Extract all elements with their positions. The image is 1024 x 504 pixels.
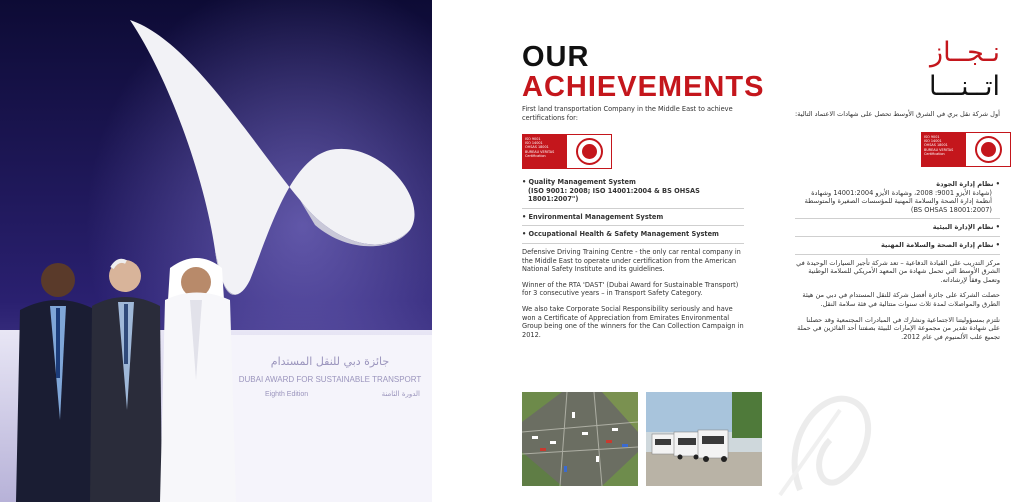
cert-quality: • Quality Management System [522, 178, 636, 186]
arabic-intro: أول شركة نقل بري في الشرق الأوسط تحصل على شهادات الاعتماد التالية: [794, 110, 1000, 118]
certification-seal-icon [567, 135, 611, 168]
cert-ohs-ar: • نظام إدارة الصحة والسلامة المهنية [881, 240, 1000, 249]
cert-environmental: • Environmental Management System [522, 212, 664, 221]
paragraph-dast: Winner of the RTA 'DAST' (Dubai Award for Sustainable Transport) for 3 consecutive years – in Transport Safety Category. [522, 280, 739, 298]
divider [795, 236, 1000, 237]
award-photo-illustration [0, 0, 432, 502]
sign-edition: Eighth Edition [265, 391, 309, 398]
cert-ohs: • Occupational Health & Safety Management System [522, 230, 719, 239]
arabic-title-line1: نـجــاز [930, 37, 1000, 68]
certification-seal-icon [966, 133, 1010, 166]
paragraph-training: Defensive Driving Training Centre - the only car rental company in the Middle East to operate under certification from the American National Safety Institute and its guidelines. [522, 247, 741, 274]
bureau-veritas-logo-en [522, 134, 612, 169]
intersection-illustration [522, 392, 638, 486]
certification-logo-text: ISO 9001 ISO 14001 OHSAS 18001 BUREAU VERITAS Certification [922, 133, 966, 166]
watermark-shape [760, 380, 900, 504]
cert-quality-detail: (ISO 9001: 2008; ISO 14001:2004 & BS OHSAS 18001:2007") [528, 186, 700, 204]
english-title-line1: OUR [522, 41, 590, 73]
vans-illustration [646, 392, 762, 486]
cert-environmental-ar: • نظام الإدارة البيئية [932, 223, 1000, 232]
aerial-road-photo [522, 392, 638, 486]
award-ceremony-photo [0, 0, 432, 502]
sign-arabic: جائزة دبي للنقل المستدام [270, 355, 390, 368]
cert-quality-detail-ar: (شهادة الأيزو 9001: 2008، وشهادة الأيزو 14001:2004 وشهادة أنظمة إدارة الصحة والسلامة المهنية للمؤسسات الصغيرة والمتوسطة (BS OHSAS 18001:2007) [804, 188, 992, 214]
divider [795, 218, 1000, 219]
cert-quality-ar: • نظام إدارة الجودة [936, 180, 1000, 188]
paragraph-dast-ar: حصلت الشركة على جائزة أفضل شركة للنقل المستدام في دبي من هيئة الطرق والمواصلات لمدة ثلاث سنوات متتالية في فئة سلامة النقل. [802, 291, 1000, 308]
divider [522, 225, 744, 226]
sign-edition-arabic: الدورة الثامنة [381, 390, 420, 398]
sign-english: DUBAI AWARD FOR SUSTAINABLE TRANSPORT [238, 375, 422, 384]
fleet-vans-photo [646, 392, 762, 486]
divider [795, 254, 1000, 255]
arabic-body [795, 180, 1000, 348]
english-body [522, 178, 744, 346]
english-intro: First land transportation Company in the Middle East to achieve certifications for: [522, 105, 733, 122]
bureau-veritas-logo-ar [921, 132, 1011, 167]
paragraph-csr-ar: نلتزم بمسؤوليتنا الاجتماعية ونشارك في المبادرات المجتمعية وقد حصلنا على شهادة تقدير من مجموعة الإمارات للبيئة بصفتنا أحد الفائزين في حملة تجميع علب الألمنيوم في عام 2012. [797, 315, 1000, 341]
divider [522, 243, 744, 244]
paragraph-csr: We also take Corporate Social Responsibility seriously and have won a Certificate of Appreciation from Emirates Environmental Group being one of the winners for the Can Collection Campaign in 2012. [522, 304, 744, 339]
arabic-title [929, 36, 1000, 104]
paragraph-training-ar: مركز التدريب على القيادة الدفاعية – تعد شركة تأجير السيارات الوحيدة في الشرق الأوسط التي تحمل شهادة من المعهد الأمريكي للسلامة الوطنية وتعمل وفقاً لإرشاداته. [796, 258, 1000, 284]
english-title [522, 42, 764, 102]
divider [522, 208, 744, 209]
certification-logo-text: ISO 9001 ISO 14001 OHSAS 18001 BUREAU VERITAS Certification [523, 135, 567, 168]
arabic-title-line2: اتــنـــا [929, 71, 1000, 102]
english-title-line2: ACHIEVEMENTS [522, 71, 765, 103]
